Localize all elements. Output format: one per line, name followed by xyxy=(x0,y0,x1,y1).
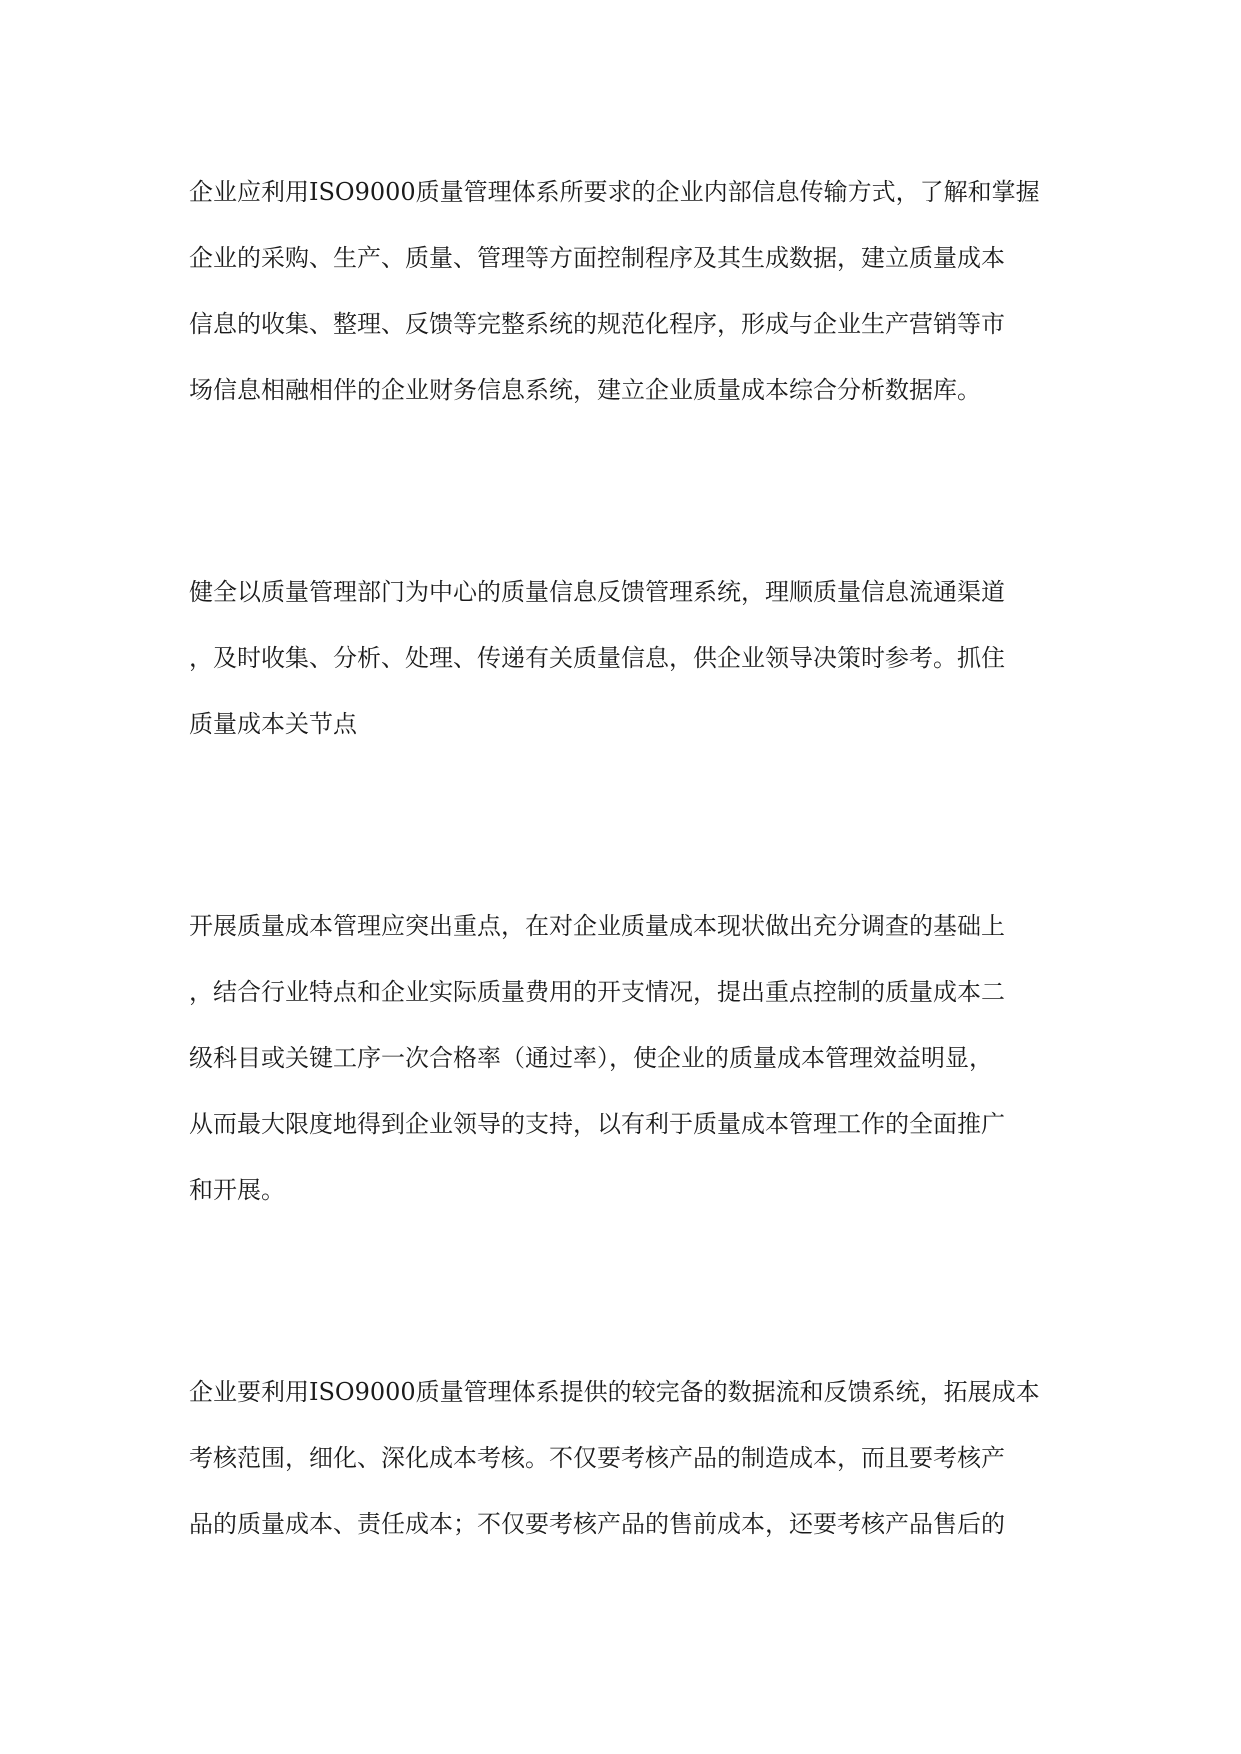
text-line: 企业要利用ISO9000质量管理体系提供的较完备的数据流和反馈系统，拓展成本 xyxy=(189,1378,1040,1406)
text-line: 健全以质量管理部门为中心的质量信息反馈管理系统，理顺质量信息流通渠道 xyxy=(189,578,1005,606)
text-line: 开展质量成本管理应突出重点，在对企业质量成本现状做出充分调查的基础上 xyxy=(189,912,1005,940)
text-line: 质量成本关节点 xyxy=(189,710,357,738)
text-line: 品的质量成本、责任成本；不仅要考核产品的售前成本，还要考核产品售后的 xyxy=(189,1510,1005,1538)
text-line: ，及时收集、分析、处理、传递有关质量信息，供企业领导决策时参考。抓住 xyxy=(189,644,1005,672)
text-line: 从而最大限度地得到企业领导的支持，以有利于质量成本管理工作的全面推广 xyxy=(189,1110,1005,1138)
text-line: 企业的采购、生产、质量、管理等方面控制程序及其生成数据，建立质量成本 xyxy=(189,244,1005,272)
text-line: 和开展。 xyxy=(189,1176,285,1204)
text-line: ，结合行业特点和企业实际质量费用的开支情况，提出重点控制的质量成本二 xyxy=(189,978,1005,1006)
text-line: 企业应利用ISO9000质量管理体系所要求的企业内部信息传输方式，了解和掌握 xyxy=(189,178,1040,206)
text-line: 场信息相融相伴的企业财务信息系统，建立企业质量成本综合分析数据库。 xyxy=(189,376,981,404)
text-line: 级科目或关键工序一次合格率（通过率），使企业的质量成本管理效益明显， xyxy=(189,1044,993,1072)
text-line: 考核范围，细化、深化成本考核。不仅要考核产品的制造成本，而且要考核产 xyxy=(189,1444,1005,1472)
text-line: 信息的收集、整理、反馈等完整系统的规范化程序，形成与企业生产营销等市 xyxy=(189,310,1005,338)
